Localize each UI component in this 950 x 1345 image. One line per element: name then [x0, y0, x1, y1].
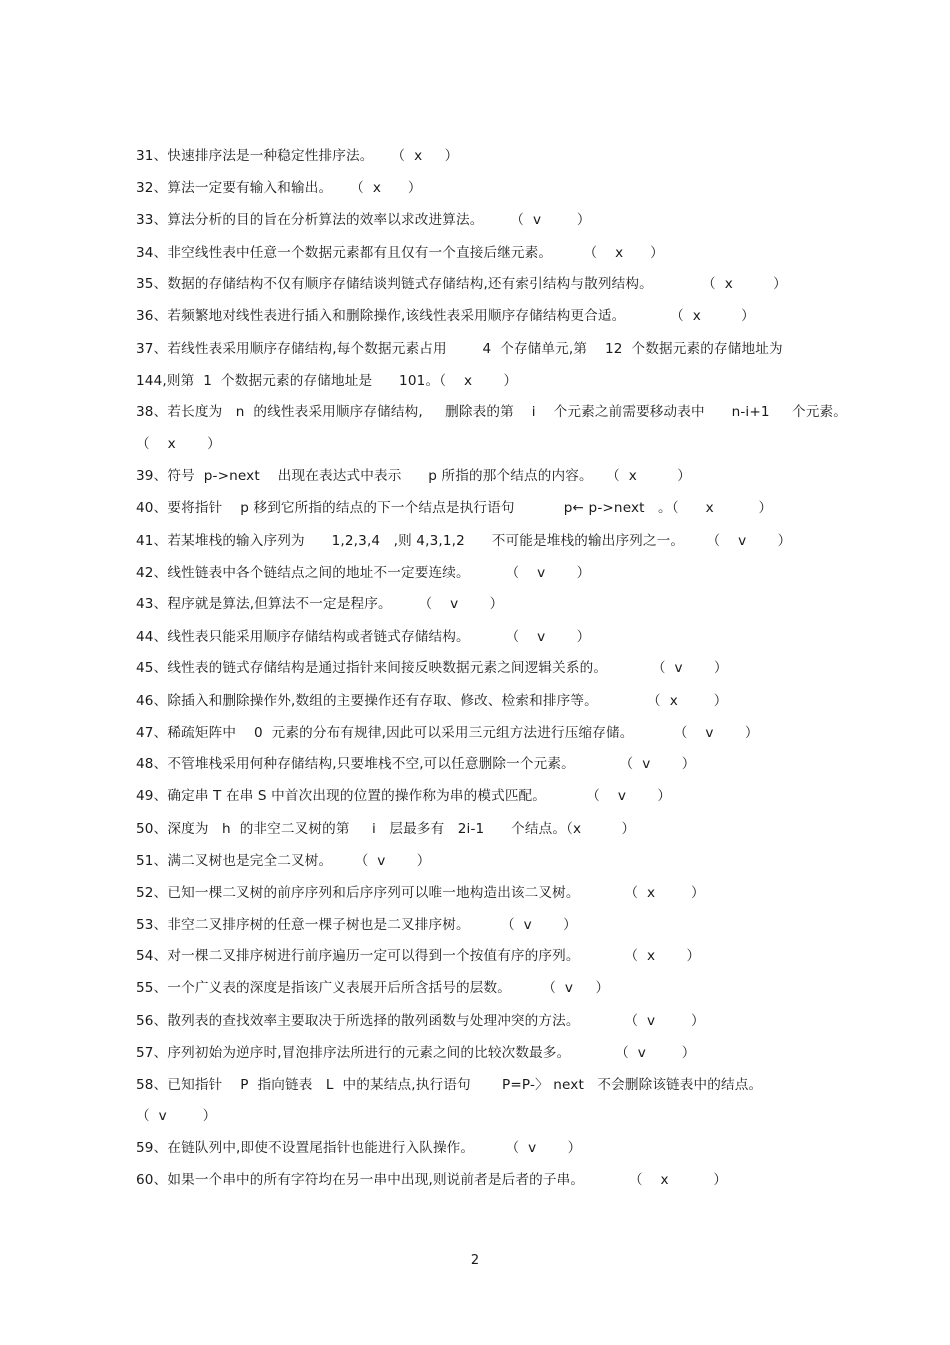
- question-46: 46、除插入和删除操作外,数组的主要操作还有存取、修改、检索和排序等。 （ x ）: [136, 693, 728, 709]
- question-38: 38、若长度为 n 的线性表采用顺序存储结构, 删除表的第 i 个元素之前需要移动表中 n-i+1 个元素。: [136, 404, 848, 420]
- question-56: 56、散列表的查找效率主要取决于所选择的散列函数与处理冲突的方法。 （ v ）: [136, 1013, 705, 1029]
- question-47: 47、稀疏矩阵中 0 元素的分布有规律,因此可以采用三元组方法进行压缩存储。 （ v ）: [136, 725, 759, 741]
- question-52: 52、已知一棵二叉树的前序序列和后序序列可以唯一地构造出该二叉树。 （ x ）: [136, 885, 705, 901]
- question-58-continued: （ v ）: [136, 1108, 217, 1124]
- question-57: 57、序列初始为逆序时,冒泡排序法所进行的元素之间的比较次数最多。 （ v ）: [136, 1045, 696, 1061]
- question-48: 48、不管堆栈采用何种存储结构,只要堆栈不空,可以任意删除一个元素。 （ v ）: [136, 756, 696, 772]
- question-39: 39、符号 p->next 出现在表达式中表示 p 所指的那个结点的内容。 （ x ）: [136, 468, 691, 484]
- question-35: 35、数据的存储结构不仅有顺序存储结谈判链式存储结构,还有索引结构与散列结构。 （ x ）: [136, 276, 787, 292]
- question-32: 32、算法一定要有输入和输出。 （ x ）: [136, 180, 422, 196]
- question-58: 58、已知指针 P 指向链表 L 中的某结点,执行语句 P=P-〉 next 不会删除该链表中的结点。: [136, 1077, 763, 1093]
- question-54: 54、对一棵二叉排序树进行前序遍历一定可以得到一个按值有序的序列。 （ x ）: [136, 948, 701, 964]
- question-33: 33、算法分析的目的旨在分析算法的效率以求改进算法。 （ v ）: [136, 212, 591, 228]
- question-43: 43、程序就是算法,但算法不一定是程序。 （ v ）: [136, 596, 504, 612]
- question-34: 34、非空线性表中任意一个数据元素都有且仅有一个直接后继元素。 （ x ）: [136, 245, 664, 261]
- question-59: 59、在链队列中,即使不设置尾指针也能进行入队操作。 （ v ）: [136, 1140, 582, 1156]
- question-38-continued: （ x ）: [136, 436, 221, 452]
- question-37-continued: 144,则第 1 个数据元素的存储地址是 101。（ x ）: [136, 373, 518, 389]
- page-number: 2: [470, 1253, 480, 1268]
- question-50: 50、深度为 h 的非空二叉树的第 i 层最多有 2i-1 个结点。（x ）: [136, 821, 636, 837]
- question-55: 55、一个广义表的深度是指该广义表展开后所含括号的层数。 （ v ）: [136, 980, 610, 996]
- question-53: 53、非空二叉排序树的任意一棵子树也是二叉排序树。 （ v ）: [136, 917, 577, 933]
- question-36: 36、若频繁地对线性表进行插入和删除操作,该线性表采用顺序存储结构更合适。 （ x ）: [136, 308, 755, 324]
- question-40: 40、要将指针 p 移到它所指的结点的下一个结点是执行语句 p← p->next 。（ x ）: [136, 500, 773, 516]
- question-31: 31、快速排序法是一种稳定性排序法。 （ x ）: [136, 148, 459, 164]
- question-41: 41、若某堆栈的输入序列为 1,2,3,4 ,则 4,3,1,2 不可能是堆栈的输出序列之一。 （ v ）: [136, 533, 792, 549]
- question-49: 49、确定串 T 在串 S 中首次出现的位置的操作称为串的模式匹配。 （ v ）: [136, 788, 672, 804]
- question-42: 42、线性链表中各个链结点之间的地址不一定要连续。 （ v ）: [136, 565, 591, 581]
- question-45: 45、线性表的链式存储结构是通过指针来间接反映数据元素之间逻辑关系的。 （ v ）: [136, 660, 728, 676]
- question-60: 60、如果一个串中的所有字符均在另一串中出现,则说前者是后者的子串。 （ x ）: [136, 1172, 728, 1188]
- question-51: 51、满二叉树也是完全二叉树。 （ v ）: [136, 853, 431, 869]
- question-37: 37、若线性表采用顺序存储结构,每个数据元素占用 4 个存储单元,第 12 个数据元素的存储地址为: [136, 341, 783, 357]
- question-44: 44、线性表只能采用顺序存储结构或者链式存储结构。 （ v ）: [136, 629, 591, 645]
